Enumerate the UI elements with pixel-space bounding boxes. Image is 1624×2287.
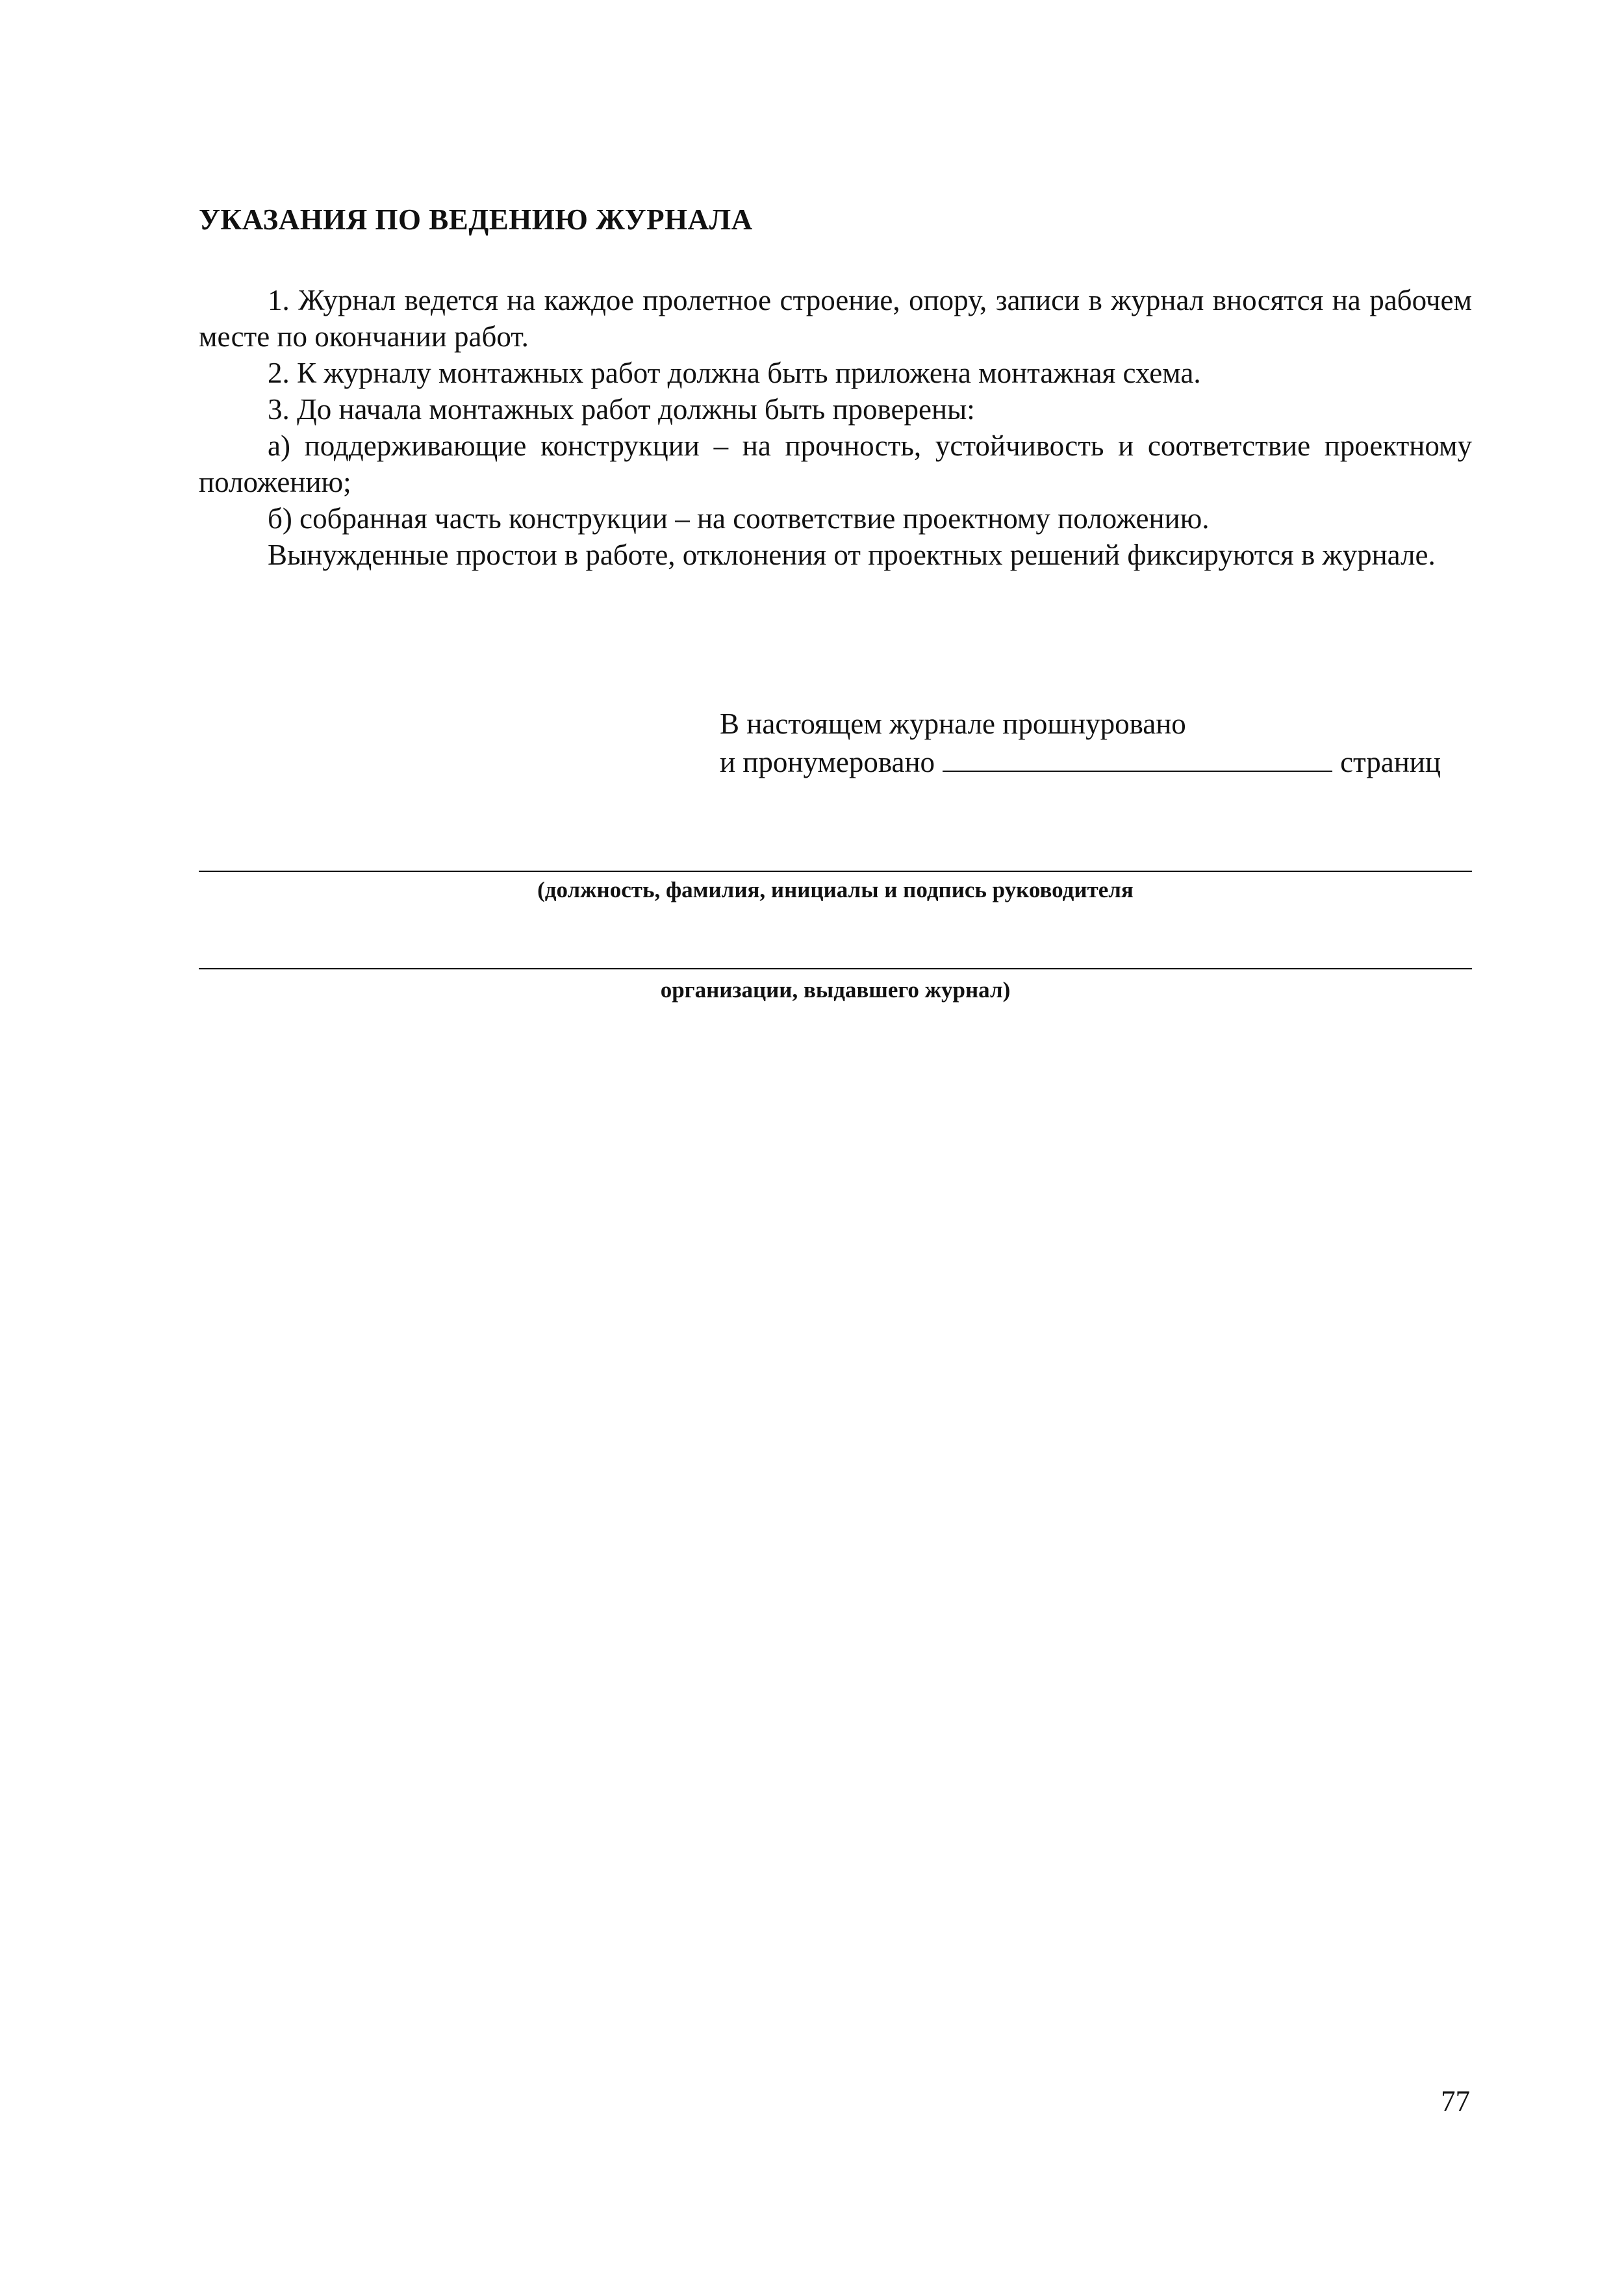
instruction-paragraph-1: 1. Журнал ведется на каждое пролетное строение, опору, записи в журнал вносятся на рабочем месте по окончании работ. (199, 284, 1472, 353)
page-count-line2 (720, 742, 1473, 780)
document-heading: УКАЗАНИЯ ПО ВЕДЕНИЮ ЖУРНАЛА (199, 203, 753, 236)
signature-caption-2: организации, выдавшего журнал) (660, 977, 1011, 1003)
page-count-line1: В настоящем журнале прошнуровано (720, 708, 1186, 740)
signature-line-2[interactable] (199, 968, 1472, 969)
instructions-list (199, 282, 1472, 573)
page-count-suffix: страниц (1340, 746, 1441, 778)
page-number: 77 (1441, 2085, 1470, 2117)
instruction-paragraph-final: Вынужденные простои в работе, отклонения от проектных решений фиксируются в журнале. (268, 539, 1436, 571)
page-count-blank-field[interactable] (943, 742, 1332, 772)
instruction-paragraph-2: 2. К журналу монтажных работ должна быть приложена монтажная схема. (268, 357, 1201, 389)
instruction-paragraph-3a: а) поддерживающие конструкции – на прочность, устойчивость и соответствие проектному положению; (199, 429, 1472, 498)
page-count-block (720, 706, 1473, 780)
signature-line-1[interactable] (199, 871, 1472, 872)
instruction-paragraph-3b: б) собранная часть конструкции – на соответствие проектному положению. (268, 502, 1210, 535)
page-count-prefix: и пронумеровано (720, 746, 935, 778)
signature-caption-1: (должность, фамилия, инициалы и подпись руководителя (537, 877, 1134, 902)
instruction-paragraph-3: 3. До начала монтажных работ должны быть проверены: (268, 393, 975, 426)
